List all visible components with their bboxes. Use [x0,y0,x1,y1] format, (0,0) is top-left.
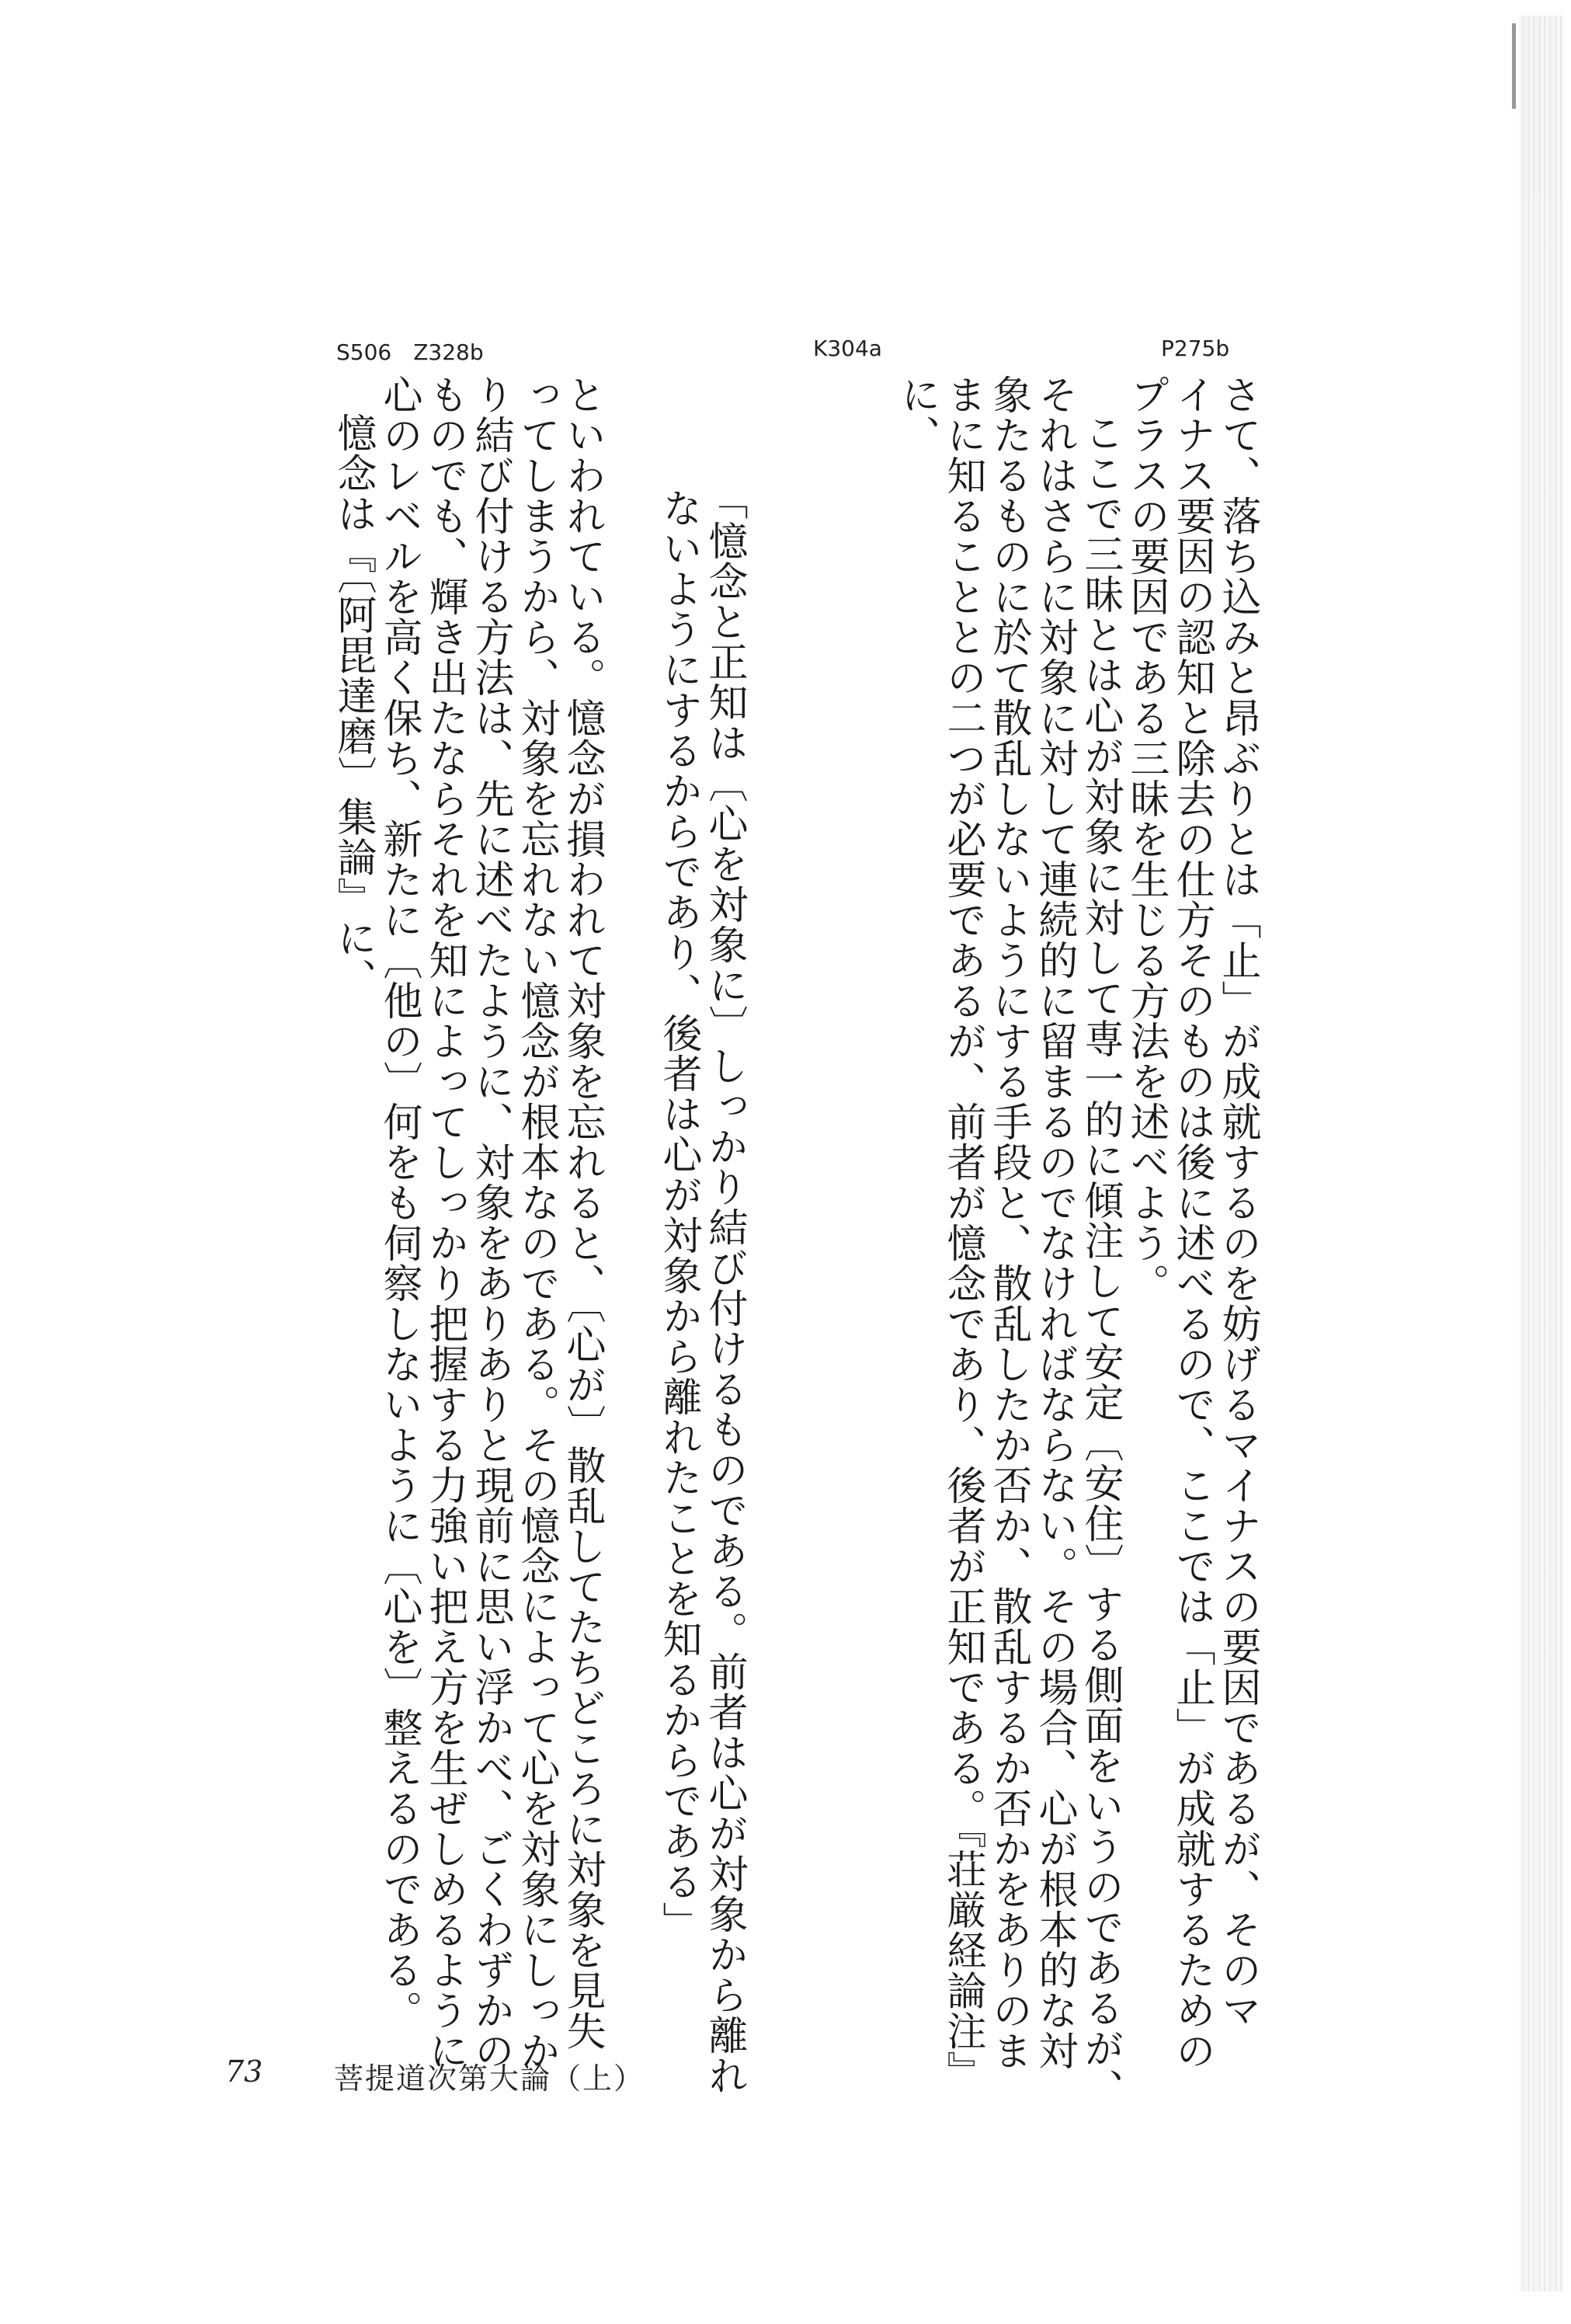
page-number: 73 [225,2054,263,2089]
text-column-3: プラスの要因である三昧を生じる方法を述べよう。 [1123,374,1169,1303]
text-column-4: ここで三昧とは心が対象に対して専一的に傾注して安定〔安住〕する側面をいうのであるが、 [1077,412,1123,2109]
text-column-7: まに知ることとの二つが必要であるが、前者が憶念であり、後者が正知である。『荘厳経論注』 [940,374,985,2092]
text-column-8: に、 [894,374,940,455]
text-column-6: 象たるものに於て散乱しないようにする手段と、散乱したか否か、散乱するか否かをありのま [985,374,1031,2071]
quote-column-1: 「憶念と正知は〔心を対象に〕しっかり結び付けるものである。前者は心が対象から離れ [701,480,747,2096]
text-column-12: ものでも、輝き出たならそれを知によってしっかり把握する力強い把え方を生ぜしめるように [422,374,467,2071]
text-column-10: ってしまうから、対象を忘れない憶念が根本なのである。その憶念によって心を対象にしっか [513,374,559,2071]
page-edge [1520,16,1563,2291]
reference-marker-right: P275b [1161,336,1230,361]
text-column-9: といわれている。憶念が損われて対象を忘れると、〔心が〕散乱してたちどころに対象を見失 [559,374,605,2051]
text-column-13: 心のレベルを高く保ち、新たに〔他の〕何をも伺察しないように〔心を〕整えるのである。 [376,374,422,2030]
text-column-11: り結び付ける方法は、先に述べたように、対象をありありと現前に思い浮かべ、ごくわずかの [467,374,513,2071]
text-column-1: さて、落ち込みと昂ぶりとは「止」が成就するのを妨げるマイナスの要因であるが、そのマ [1215,374,1260,2030]
quote-column-2: ないようにするからであり、後者は心が対象から離れたことを知るからである」 [655,488,701,1942]
book-title: 菩提道次第大論（上） [334,2061,645,2096]
reference-marker-middle: K304a [813,336,882,361]
text-column-14: 憶念は『〔阿毘達磨〕集論』に、 [330,412,376,999]
reference-marker-left: S506 Z328b [336,339,484,365]
text-column-5: それはさらに対象に対して連続的に留まるのでなければならない。その場合、心が根本的な対 [1031,374,1077,2071]
text-column-2: イナス要因の認知と除去の仕方そのものは後に述べるので、ここでは「止」が成就するための [1169,374,1215,2071]
